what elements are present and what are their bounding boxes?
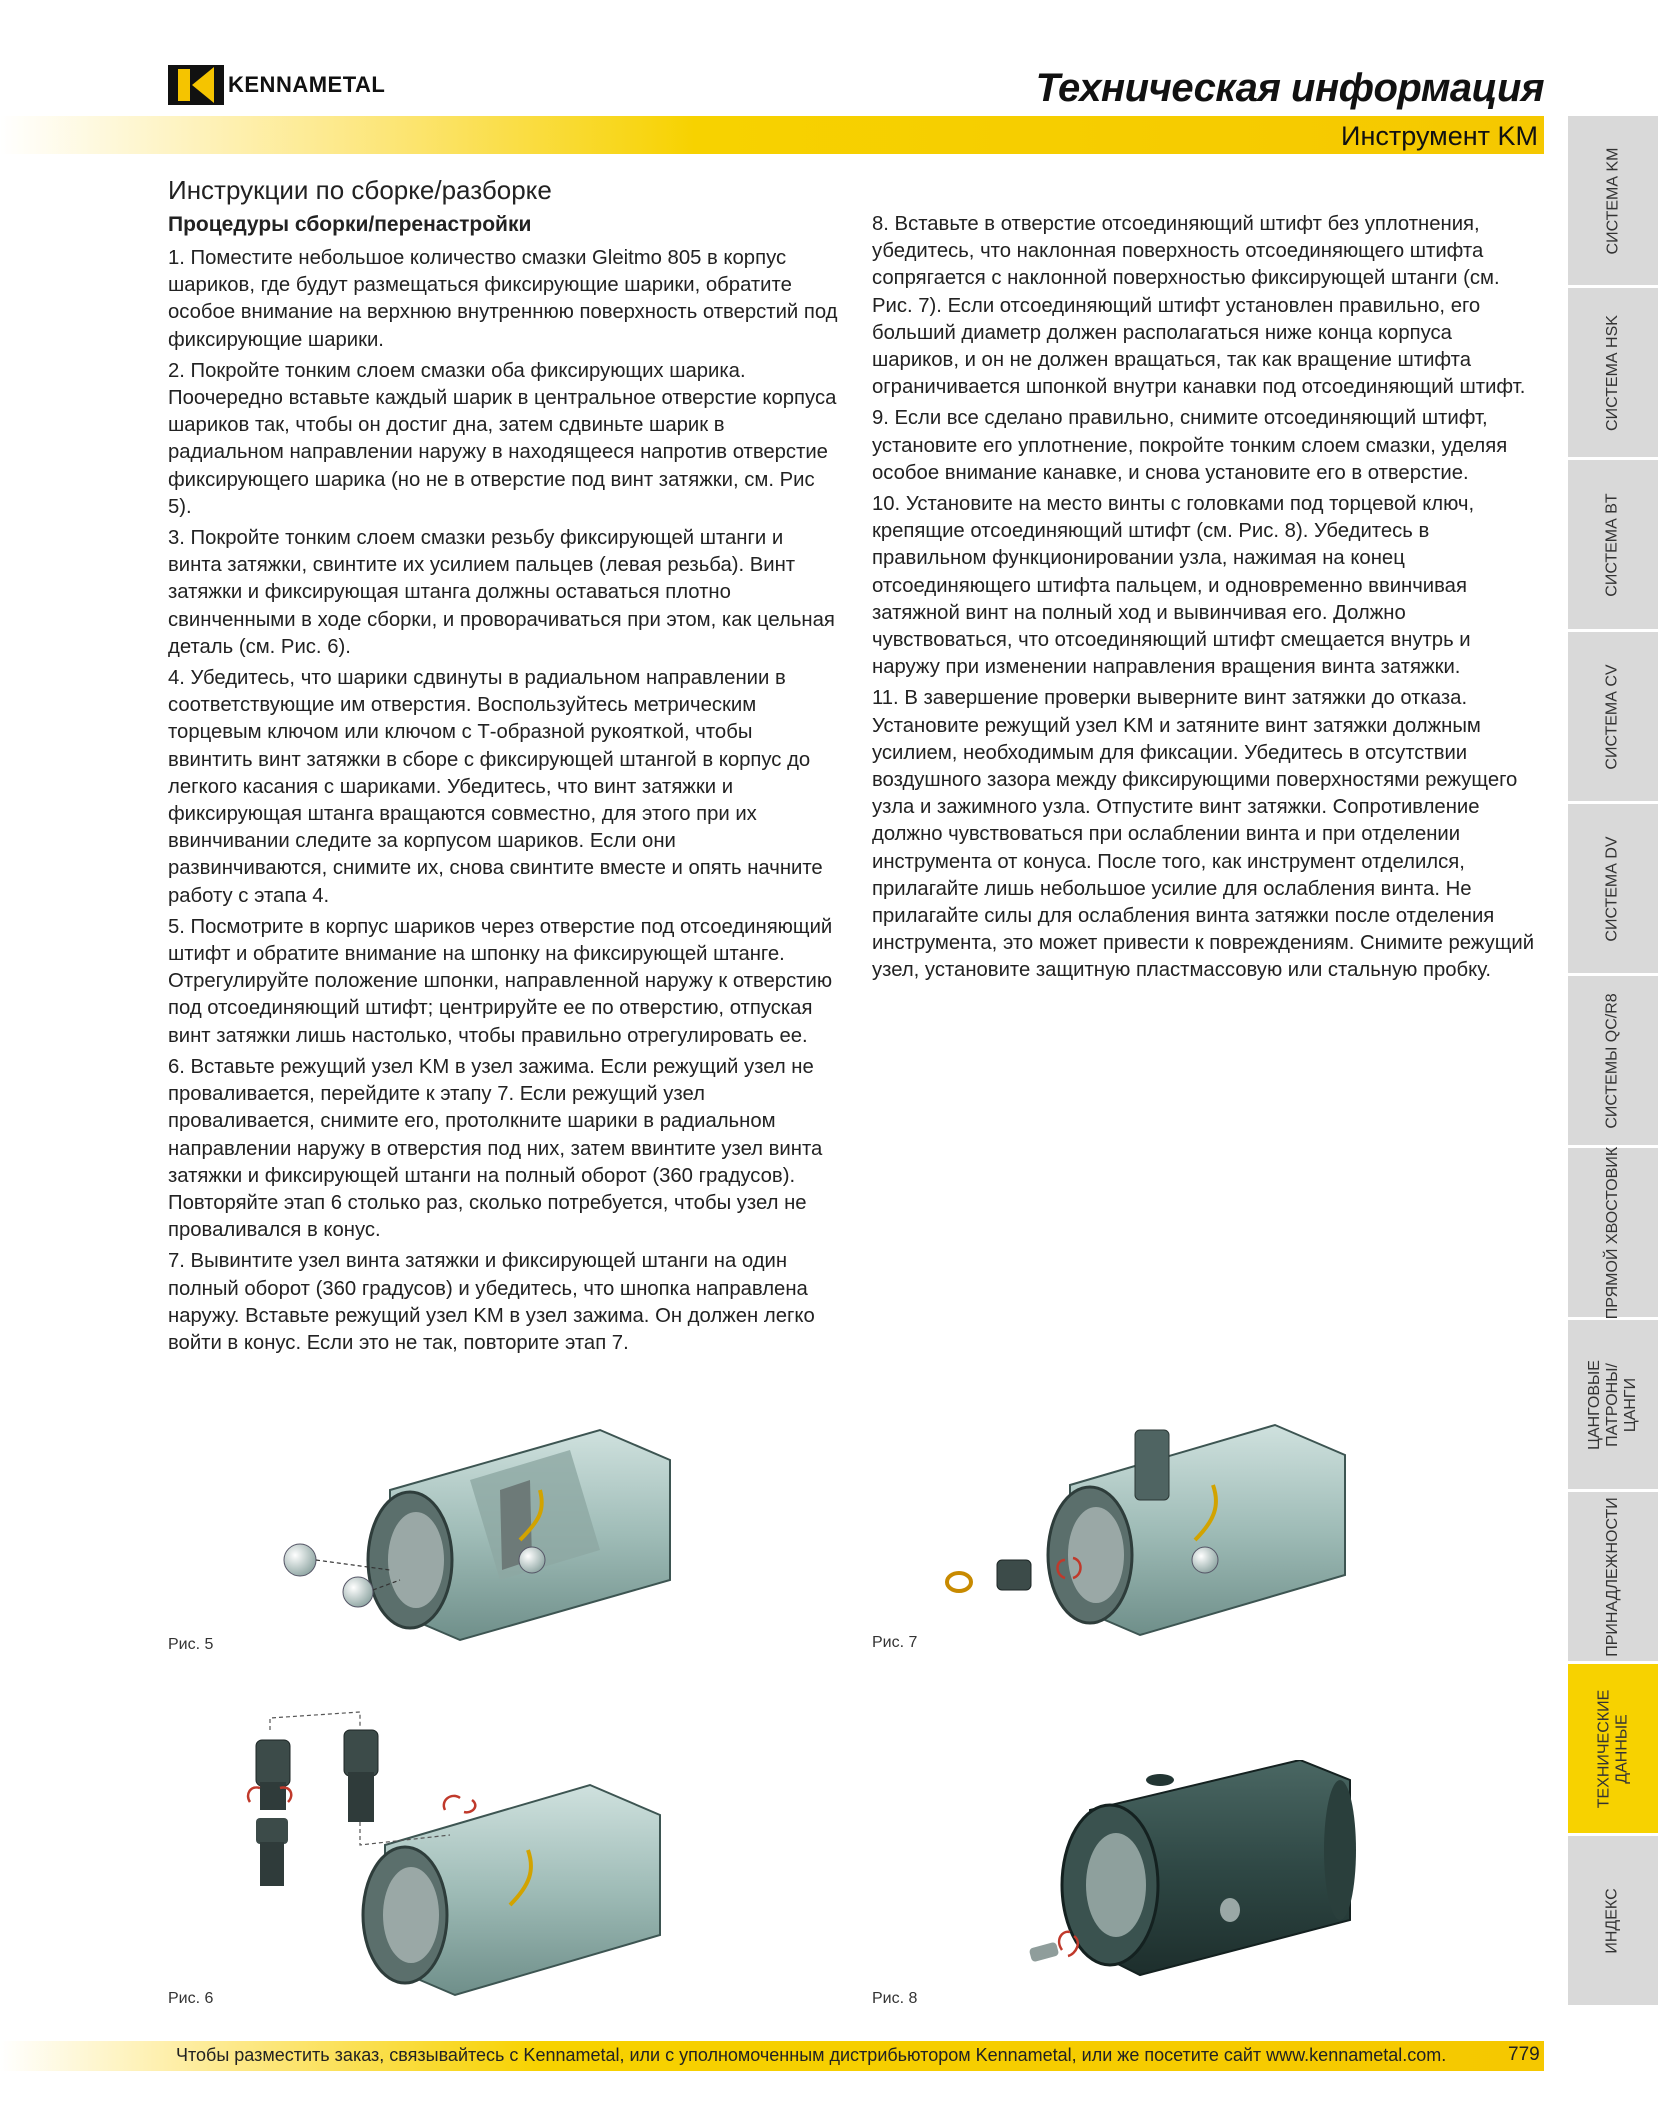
page-title: Техническая информация (1035, 66, 1544, 110)
step-paragraph: 3. Покройте тонким слоем смазки резьбу фиксирующей штанги и винта затяжки, свинтите их усилием пальцев (левая резьба). Винт затяжки и фиксирующая штанга должны оставаться плотно свинченными в ходе сборки, и проворачиваться при этом, как цельная деталь (см. Рис. 6). (168, 527, 835, 658)
side-tabs (1568, 116, 1658, 2016)
page-number: 779 (1508, 2044, 1540, 2065)
tab-label: ИНДЕКС (1603, 1887, 1621, 1954)
figure-5-illustration (270, 1420, 700, 1650)
tab-index[interactable] (1568, 1836, 1658, 2008)
logo-text: KENNAMETAL (228, 72, 386, 97)
tab-accessories[interactable] (1568, 1492, 1658, 1664)
figure-7-caption: Рис. 7 (872, 1634, 918, 1651)
tab-system-km[interactable] (1568, 116, 1658, 288)
step-paragraph: 6. Вставьте режущий узел KM в узел зажима. Если режущий узел не проваливается, перейдите к этапу 7. Если режущий узел проваливается, снимите его, протолкните шарики в радиальном направлении наружу в отверстия под них, затем ввинтите узел винта затяжки и фиксирующей штанги на полный оборот (360 градусов). Повторяйте этап 6 столько раз, сколько потребуется, чтобы узел не проваливался в конус. (168, 1055, 823, 1242)
figure-7-illustration (945, 1410, 1365, 1640)
step-paragraph: 7. Вывинтите узел винта затяжки и фиксирующей штанги на один полный оборот (360 градусов) и убедитесь, что шнопка направлена наружу. Вставьте режущий узел KM в узел зажима. Он должен легко войти в конус. Если это не так, повторите этап 7. (168, 1250, 815, 1354)
header-band (0, 116, 1544, 154)
figure-8-caption: Рис. 8 (872, 1990, 918, 2007)
section-heading: Инструкции по сборке/разборке (168, 175, 552, 205)
figure-8-illustration (1010, 1760, 1380, 1990)
step-paragraph: 2. Покройте тонким слоем смазки оба фиксирующих шарика. Поочередно вставьте каждый шарик в центральное отверстие корпуса шариков так, чтобы он достиг дна, затем сдвиньте шарик в радиальном направлении наружу в находящееся напротив отверстие фиксирующего шарика (но не в отверстие под винт затяжки, см. Рис 5). (168, 359, 837, 518)
tab-system-bt[interactable] (1568, 460, 1658, 632)
tab-technical-data[interactable] (1568, 1664, 1658, 1836)
tab-label: СИСТЕМА BT (1604, 492, 1622, 597)
tab-system-hsk[interactable] (1568, 288, 1658, 460)
tab-straight-shank[interactable] (1568, 1148, 1658, 1320)
step-paragraph: 9. Если все сделано правильно, снимите отсоединяющий штифт, установите его уплотнение, покройте тонким слоем смазки, уделяя особое внимание канавке, и снова установите его в отверстие. (872, 407, 1508, 484)
tab-collet-chucks[interactable] (1568, 1320, 1658, 1492)
step-paragraph: 8. Вставьте в отверстие отсоединяющий штифт без уплотнения, убедитесь, что наклонная поверхность отсоединяющего штифта сопрягается с наклонной поверхностью фиксирующей штанги (см. Рис. 7). Если отсоединяющий штифт установлен правильно, его больший диаметр должен располагаться ниже конца корпуса шариков, и он не должен вращаться, так как вращение штифта ограничивается шпонкой внутри канавки под отсоединяющий штифт. (872, 213, 1526, 399)
footer-text: Чтобы разместить заказ, связывайтесь с Kennametal, или с уполномоченным дистрибьютором Kennametal, или же посетите сайт www.kennametal.com. (176, 2045, 1447, 2065)
tab-system-dv[interactable] (1568, 804, 1658, 976)
figure-5-caption: Рис. 5 (168, 1636, 214, 1653)
figure-6-caption: Рис. 6 (168, 1990, 214, 2007)
step-paragraph: 11. В завершение проверки выверните винт затяжки до отказа. Установите режущий узел KM и затяните винт затяжки должным усилием, необходимым для фиксации. Убедитесь в отсутствии воздушного зазора между фиксирующими поверхностями режущего узла и зажимного узла. Отпустите винт затяжки. Сопротивление должно чувствоваться при ослаблении винта и при отделении инструмента от конуса. После того, как инструмент отделился, прилагайте лишь небольшое усилие для ослабления винта. Не прилагайте силы для ослабления винта затяжки после отделения инструмента, это может привести к повреждениям. Снимите режущий узел, установите защитную пластмассовую или стальную пробку. (872, 687, 1535, 982)
tab-label: ТЕХНИЧЕСКИЕ ДАННЫЕ (1595, 1689, 1630, 1808)
tab-label: ЦАНГОВЫЕ ПАТРОНЫ/ЦАНГИ (1586, 1359, 1639, 1450)
tab-label: ПРИНАДЛЕЖНОСТИ (1604, 1496, 1622, 1657)
tab-label: СИСТЕМА CV (1604, 663, 1622, 770)
figure-6-illustration (240, 1710, 690, 2000)
step-paragraph: 1. Поместите небольшое количество смазки Gleitmo 805 в корпус шариков, где будут размещаться фиксирующие шарики, обратите особое внимание на верхнюю внутреннюю поверхность отверстий под фиксирующие шарики. (168, 247, 838, 351)
left-column (168, 173, 840, 1361)
tab-label: СИСТЕМЫ QC/R8 (1604, 992, 1622, 1129)
tab-system-cv[interactable] (1568, 632, 1658, 804)
tab-label: СИСТЕМА KM (1604, 147, 1621, 254)
section-subheading: Процедуры сборки/перенастройки (168, 213, 532, 236)
tab-label: ПРЯМОЙ ХВОСТОВИК (1604, 1146, 1621, 1319)
step-paragraph: 10. Установите на место винты с головками под торцевой ключ, крепящие отсоединяющий штифт (см. Рис. 8). Убедитесь в правильном функционировании узла, нажимая на конец отсоединяющего штифта пальцем, и одновременно ввинчивая затяжной винт на полный ход и вывинчивая его. Должно чувствоваться, что отсоединяющий штифт смещается внутрь и наружу при изменении направления вращения винта затяжки. (872, 493, 1475, 679)
tab-label: СИСТЕМА HSK (1604, 314, 1621, 431)
right-column (872, 211, 1544, 989)
step-paragraph: 4. Убедитесь, что шарики сдвинуты в радиальном направлении в соответствующие им отверстия. Воспользуйтесь метрическим торцевым ключом или ключом с Т-образной рукояткой, чтобы ввинтить винт затяжки в сборе с фиксирующей штангой в корпус до легкого касания с шариками. Убедитесь, что винт затяжки и фиксирующая штанга вращаются совместно, для этого при их ввинчивании следите за корпусом шариков. Если они развинчиваются, снимите их, снова свинтите вместе и опять начните работу с этапа 4. (168, 667, 823, 907)
tab-label: СИСТЕМА DV (1604, 835, 1622, 942)
kennametal-logo (168, 65, 385, 105)
logo-mark-icon (168, 65, 224, 105)
page-subtitle: Инструмент KM (1341, 121, 1538, 151)
step-paragraph: 5. Посмотрите в корпус шариков через отверстие под отсоединяющий штифт и обратите внимание на шпонку на фиксирующей штанге. Отрегулируйте положение шпонки, направленной наружу к отверстию под отсоединяющий штифт; центрируйте ее по отверстию, отпуская винт затяжки лишь настолько, чтобы правильно отрегулировать ее. (168, 915, 833, 1047)
tab-system-qc-r8[interactable] (1568, 976, 1658, 1148)
